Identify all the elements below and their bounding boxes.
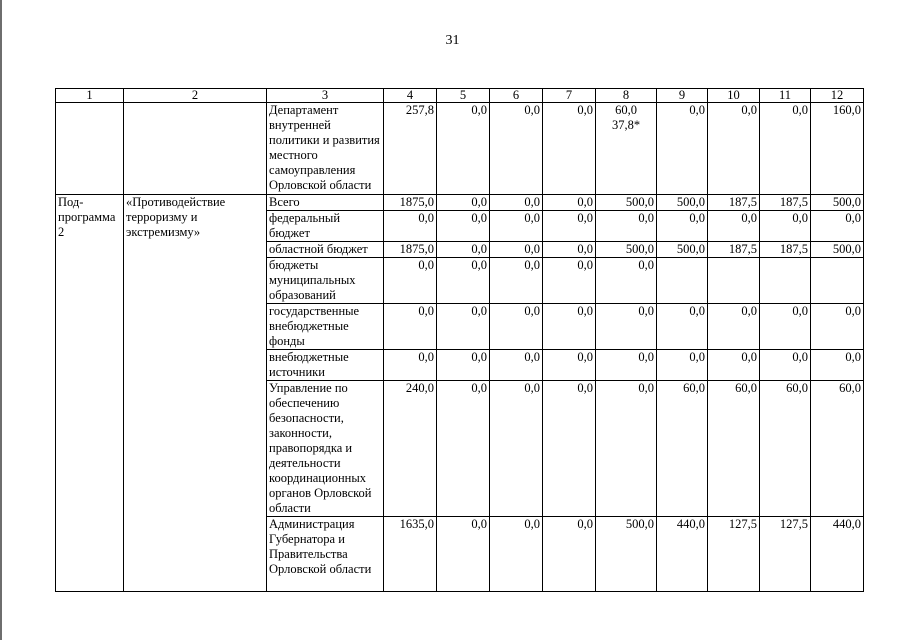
column-header: 10 xyxy=(708,89,760,103)
value-cell: 0,0 xyxy=(437,350,490,381)
value-cell: 0,0 xyxy=(490,517,543,592)
column-header: 8 xyxy=(596,89,657,103)
column-header: 6 xyxy=(490,89,543,103)
page-number: 31 xyxy=(445,33,460,48)
value-cell: 0,0 xyxy=(543,304,596,350)
value-cell: 187,5 xyxy=(760,242,811,258)
value-cell: 0,0 xyxy=(708,304,760,350)
value-cell: 0,0 xyxy=(490,195,543,211)
value-cell: 0,0 xyxy=(596,304,657,350)
value-cell: 0,0 xyxy=(384,211,437,242)
value-cell: 0,0 xyxy=(760,350,811,381)
value-cell: 500,0 xyxy=(596,195,657,211)
column-header: 11 xyxy=(760,89,811,103)
value-cell: 0,0 xyxy=(811,211,864,242)
value-cell: 60,0 37,8* xyxy=(596,103,657,195)
value-cell: 0,0 xyxy=(811,304,864,350)
value-cell: 0,0 xyxy=(384,304,437,350)
column-header: 3 xyxy=(267,89,384,103)
table-row xyxy=(56,195,864,211)
value-cell: 0,0 xyxy=(490,258,543,304)
value-cell: 60,0 xyxy=(811,381,864,517)
value-cell: 0,0 xyxy=(437,517,490,592)
value-cell: 1875,0 xyxy=(384,242,437,258)
value-cell: 187,5 xyxy=(708,242,760,258)
column-header: 7 xyxy=(543,89,596,103)
value-cell: 60,0 xyxy=(708,381,760,517)
value-cell: 160,0 xyxy=(811,103,864,195)
value-cell: 0,0 xyxy=(543,103,596,195)
value-cell: 440,0 xyxy=(657,517,708,592)
value-cell: 0,0 xyxy=(490,381,543,517)
source-cell: федеральный бюджет xyxy=(267,211,384,242)
source-cell: Всего xyxy=(267,195,384,211)
value-cell: 187,5 xyxy=(708,195,760,211)
program-code-cell xyxy=(56,103,124,195)
value-cell: 1875,0 xyxy=(384,195,437,211)
value-cell: 0,0 xyxy=(437,103,490,195)
value-cell: 0,0 xyxy=(437,304,490,350)
value-cell: 1635,0 xyxy=(384,517,437,592)
subprogram-name-cell: «Противодействие терроризму и экстремизму» xyxy=(124,195,267,592)
value-cell: 0,0 xyxy=(543,211,596,242)
value-cell xyxy=(760,258,811,304)
value-cell xyxy=(708,258,760,304)
value-cell: 127,5 xyxy=(760,517,811,592)
value-cell: 0,0 xyxy=(490,211,543,242)
source-cell: бюджеты муниципальных образований xyxy=(267,258,384,304)
source-cell: государственные внебюджетные фонды xyxy=(267,304,384,350)
value-cell: 0,0 xyxy=(657,211,708,242)
value-cell: 187,5 xyxy=(760,195,811,211)
left-edge-rule xyxy=(0,0,2,640)
value-cell: 0,0 xyxy=(657,103,708,195)
value-cell: 60,0 xyxy=(760,381,811,517)
value-cell: 0,0 xyxy=(596,350,657,381)
column-header: 5 xyxy=(437,89,490,103)
column-header: 1 xyxy=(56,89,124,103)
value-cell: 0,0 xyxy=(543,258,596,304)
value-cell: 0,0 xyxy=(657,350,708,381)
value-cell: 0,0 xyxy=(760,304,811,350)
value-cell: 440,0 xyxy=(811,517,864,592)
source-cell: Департамент внутренней политики и развития местного самоуправления Орловской области xyxy=(267,103,384,195)
value-cell: 0,0 xyxy=(708,211,760,242)
value-cell: 127,5 xyxy=(708,517,760,592)
value-cell: 0,0 xyxy=(596,381,657,517)
column-header: 9 xyxy=(657,89,708,103)
value-cell: 0,0 xyxy=(490,350,543,381)
value-cell: 0,0 xyxy=(384,258,437,304)
value-cell: 0,0 xyxy=(543,350,596,381)
value-cell: 0,0 xyxy=(811,350,864,381)
value-cell: 0,0 xyxy=(437,195,490,211)
value-cell: 0,0 xyxy=(437,211,490,242)
value-cell: 500,0 xyxy=(811,195,864,211)
value-cell xyxy=(657,258,708,304)
value-cell: 0,0 xyxy=(543,242,596,258)
value-cell: 0,0 xyxy=(760,211,811,242)
value-cell: 0,0 xyxy=(543,195,596,211)
source-cell: внебюджетные источники xyxy=(267,350,384,381)
value-cell: 0,0 xyxy=(490,242,543,258)
value-cell: 500,0 xyxy=(596,517,657,592)
column-header: 12 xyxy=(811,89,864,103)
value-cell: 0,0 xyxy=(543,517,596,592)
column-header: 4 xyxy=(384,89,437,103)
value-cell: 500,0 xyxy=(657,242,708,258)
value-cell: 0,0 xyxy=(490,304,543,350)
value-cell: 500,0 xyxy=(596,242,657,258)
value-cell: 0,0 xyxy=(437,381,490,517)
value-cell: 0,0 xyxy=(437,242,490,258)
value-cell: 240,0 xyxy=(384,381,437,517)
source-cell: Администрация Губернатора и Правительства Орловской области xyxy=(267,517,384,592)
value-cell: 0,0 xyxy=(760,103,811,195)
table-row xyxy=(56,103,864,195)
value-cell: 0,0 xyxy=(596,211,657,242)
value-cell: 0,0 xyxy=(657,304,708,350)
value-cell: 0,0 xyxy=(543,381,596,517)
value-cell: 0,0 xyxy=(384,350,437,381)
value-cell: 257,8 xyxy=(384,103,437,195)
budget-table xyxy=(55,88,864,592)
value-cell: 0,0 xyxy=(708,350,760,381)
subprogram-code-cell: Под-программа 2 xyxy=(56,195,124,592)
value-cell xyxy=(811,258,864,304)
value-cell: 500,0 xyxy=(657,195,708,211)
value-cell: 500,0 xyxy=(811,242,864,258)
value-cell: 0,0 xyxy=(437,258,490,304)
source-cell: областной бюджет xyxy=(267,242,384,258)
program-name-cell xyxy=(124,103,267,195)
header-row xyxy=(56,89,864,103)
value-cell: 0,0 xyxy=(708,103,760,195)
column-header: 2 xyxy=(124,89,267,103)
value-cell: 0,0 xyxy=(490,103,543,195)
value-cell: 0,0 xyxy=(596,258,657,304)
value-cell: 60,0 xyxy=(657,381,708,517)
source-cell: Управление по обеспечению безопасности, законности, правопорядка и деятельности координационных органов Орловской области xyxy=(267,381,384,517)
